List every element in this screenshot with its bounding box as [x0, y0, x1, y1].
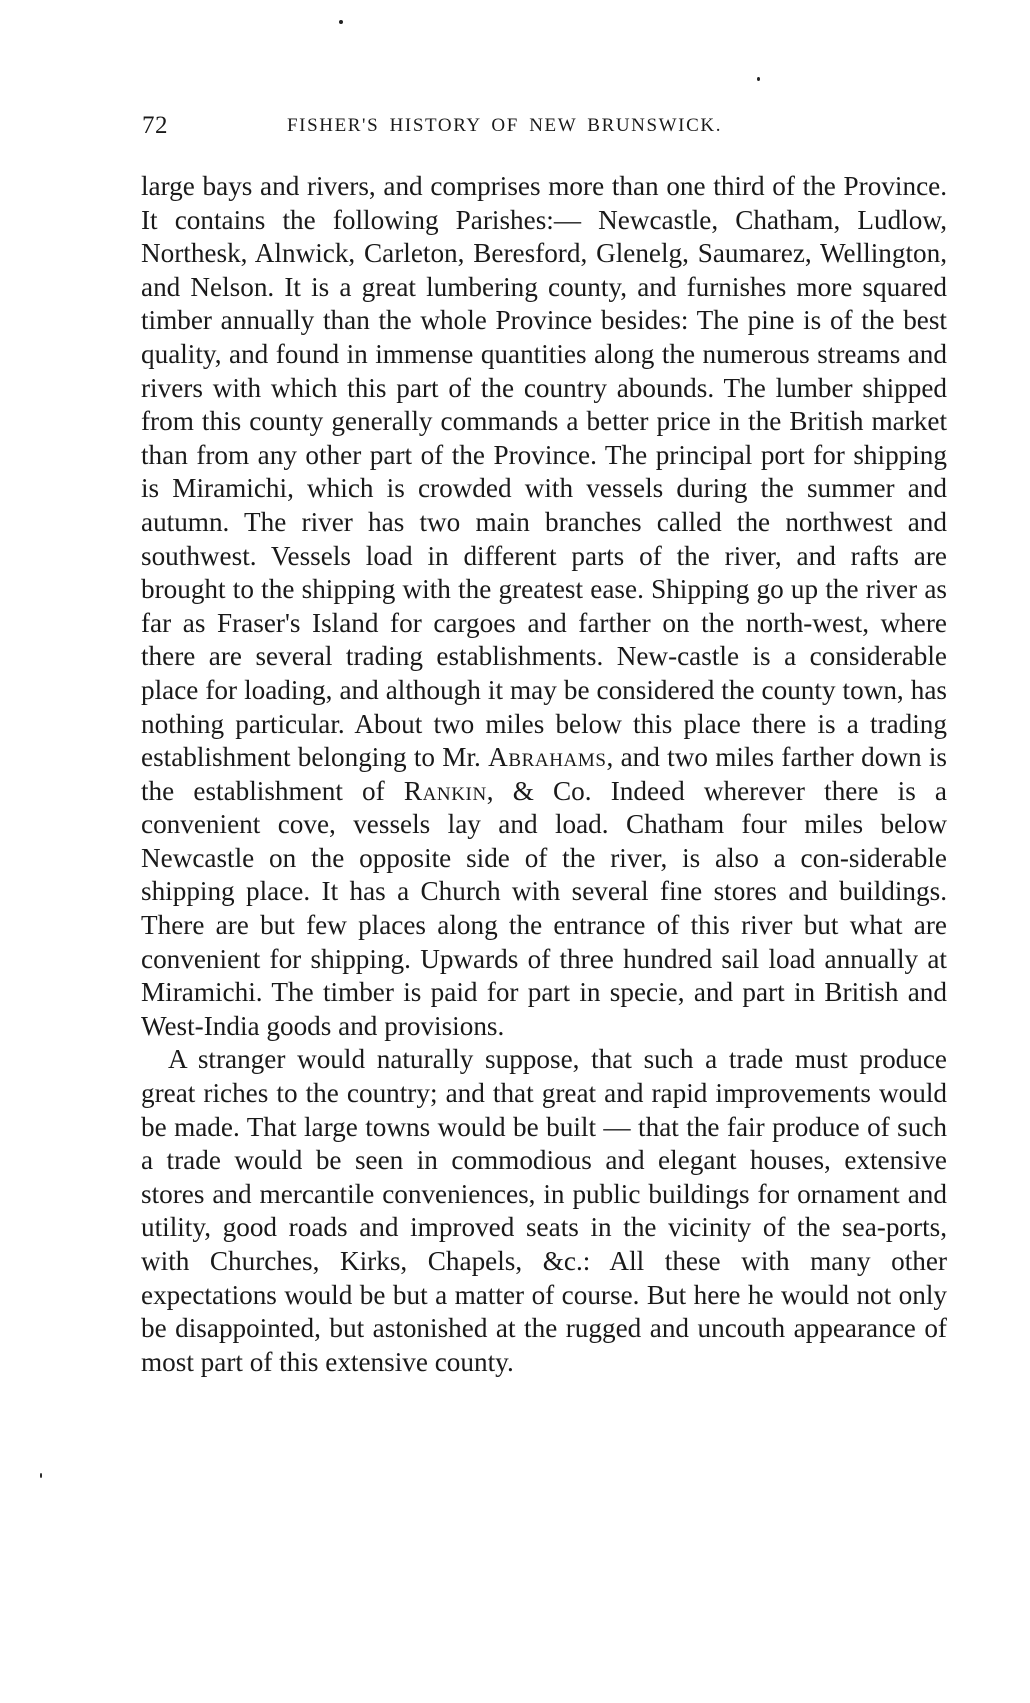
proper-name: Abrahams — [488, 742, 607, 773]
scan-speck — [40, 1473, 42, 1478]
page-number: 72 — [142, 112, 168, 139]
page-header — [142, 112, 947, 142]
paragraph-text: large bays and rivers, and comprises more than one third of the Province. It contains the following Parishes:— Newcastle, Chatham, Ludlow, Northesk, Alnwick, Carleton, Beresford, Glenelg, Saumarez, Wellington, and Nelson. It is a great lumbering county, and furnishes more squared timber annually than the whole Province besides: The pine is of the best quality, and found in immense quantities along the numerous streams and rivers with which this part of the country abounds. The lumber shipped from this county generally commands a better price in the British market than from any other part of the Province. The principal port for shipping is Miramichi, which is crowded with vessels during the summer and autumn. The river has two main branches called the northwest and southwest. Vessels load in different parts of the river, and rafts are brought to the shipping with the greatest ease. Shipping go up the river as far as Fraser's Island for cargoes and farther on the north-west, where there are several trading establishments. New-castle is a considerable place for loading, and although it may be considered the county town, has nothing particular. About two miles below this place there is a trading establishment belonging to Mr. — [141, 171, 947, 773]
paragraph — [141, 170, 947, 1043]
paragraph-text: , & Co. Indeed wherever there is a convenient cove, vessels lay and load. Chatham four miles below Newcastle on the opposite side of the river, is also a con-siderable shipping place. It has a Church with several fine stores and buildings. There are but few places along the entrance of this river but what are convenient for shipping. Upwards of three hundred sail load annually at Miramichi. The timber is paid for part in specie, and part in British and West-India goods and provisions. — [141, 775, 947, 1041]
body-text — [141, 170, 947, 1379]
paragraph-text: , and two miles farther down is the establishment of — [141, 742, 947, 806]
proper-name: Rankin — [403, 775, 487, 806]
paragraph: A stranger would naturally suppose, that such a trade must produce great riches to the country; and that great and rapid improvements would be made. That large towns would be built — that the fair produce of such a trade would be seen in commodious and elegant houses, extensive stores and mercantile conveniences, in public buildings for ornament and utility, good roads and improved seats in the vicinity of the sea-ports, with Churches, Kirks, Chapels, &c.: All these with many other expectations would be but a matter of course. But here he would not only be disappointed, but astonished at the rugged and uncouth appearance of most part of this extensive county. — [141, 1044, 947, 1377]
running-title: FISHER'S HISTORY OF NEW BRUNSWICK. — [287, 115, 723, 136]
scan-speck — [339, 20, 343, 24]
scan-speck — [757, 77, 760, 81]
